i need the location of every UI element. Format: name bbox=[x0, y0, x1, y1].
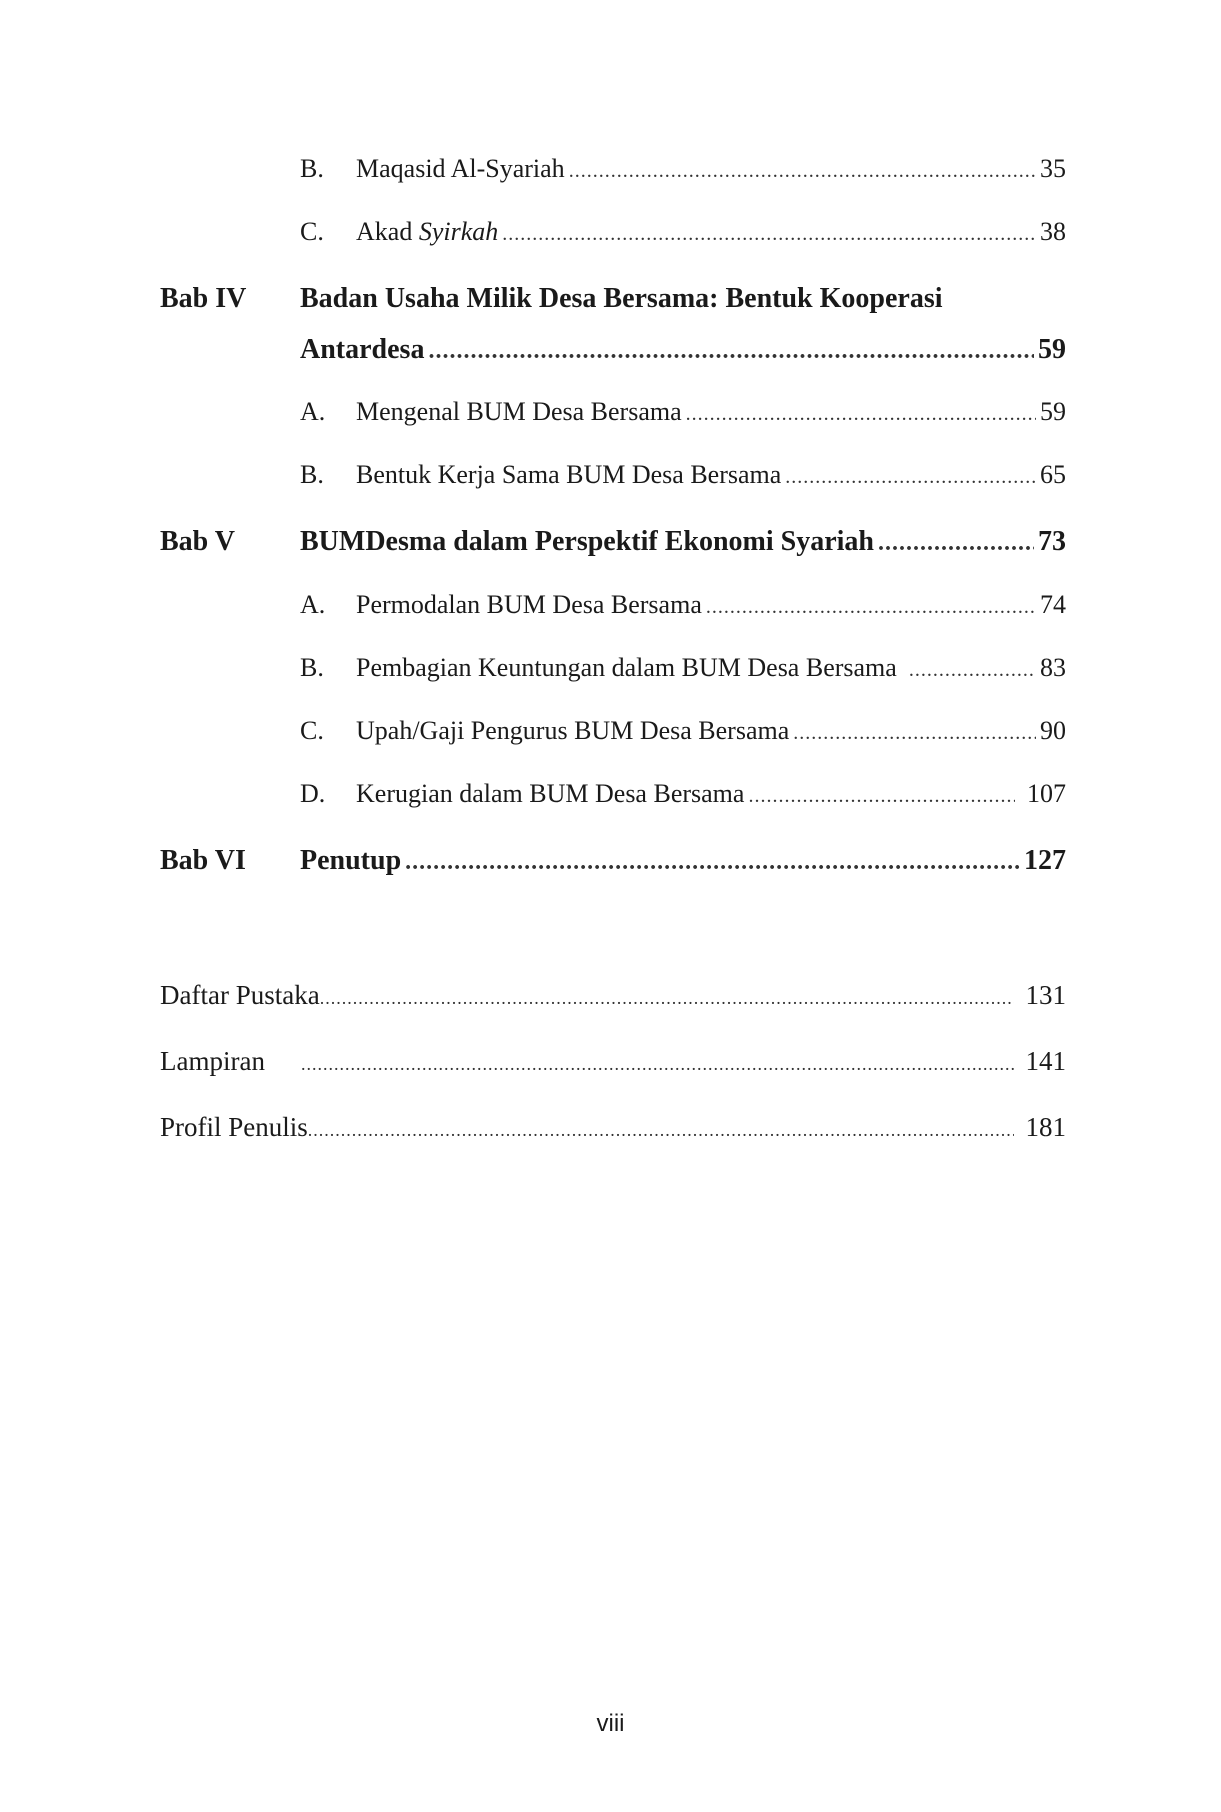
chapter-title-bab-iv: Badan Usaha Milik Desa Bersama: Bentuk Kooperasi bbox=[300, 283, 943, 314]
toc-entry-letter: C. bbox=[300, 217, 324, 246]
toc-entry-letter: B. bbox=[300, 154, 324, 183]
chapter-page: 127 bbox=[1024, 845, 1066, 876]
toc-entry-title: Lampiran bbox=[160, 1046, 265, 1076]
toc-entry-title: Maqasid Al-Syariah bbox=[356, 154, 565, 183]
toc-entry-permodalan bbox=[300, 588, 1066, 624]
toc-entry-letter: C. bbox=[300, 716, 324, 745]
toc-entry-upah-gaji bbox=[300, 714, 1066, 750]
chapter-title-bab-v: BUMDesma dalam Perspektif Ekonomi Syariah bbox=[300, 526, 874, 557]
toc-entry-page: 59 bbox=[1040, 397, 1066, 426]
toc-entry-letter: B. bbox=[300, 460, 324, 489]
dot-leader bbox=[785, 460, 1036, 494]
dot-leader bbox=[320, 981, 1014, 1015]
dot-leader bbox=[301, 1047, 1014, 1081]
dot-leader bbox=[706, 590, 1036, 624]
toc-entry-title: Akad bbox=[356, 217, 419, 246]
chapter-title-bab-vi: Penutup bbox=[300, 845, 402, 876]
toc-entry-page: 181 bbox=[1025, 1112, 1066, 1142]
toc-entry-page: 74 bbox=[1040, 590, 1066, 619]
dot-leader bbox=[793, 716, 1036, 750]
chapter-title-bab-iv-cont: Antardesa bbox=[300, 334, 425, 365]
toc-entry-page: 90 bbox=[1040, 716, 1066, 745]
toc-entry-title: Permodalan BUM Desa Bersama bbox=[356, 590, 702, 619]
toc-entry-letter: D. bbox=[300, 779, 326, 808]
chapter-entry-bab-v bbox=[300, 524, 1066, 561]
toc-entry-letter: A. bbox=[300, 397, 326, 426]
toc-entry-title: Pembagian Keuntungan dalam BUM Desa Bersama bbox=[356, 653, 897, 682]
toc-entry-title: Daftar Pustaka bbox=[160, 980, 320, 1010]
toc-entry-akad-syirkah bbox=[300, 215, 1066, 251]
dot-leader bbox=[308, 1113, 1014, 1147]
toc-entry-mengenal bbox=[300, 395, 1066, 431]
toc-entry-daftar-pustaka bbox=[160, 978, 1066, 1015]
toc-entry-maqasid bbox=[300, 152, 1066, 188]
toc-entry-kerugian bbox=[300, 777, 1066, 813]
dot-leader bbox=[569, 154, 1036, 188]
toc-entry-page: 83 bbox=[1040, 653, 1066, 682]
chapter-page: 59 bbox=[1038, 334, 1066, 365]
chapter-page: 73 bbox=[1038, 526, 1066, 557]
toc-entry-title: Kerugian dalam BUM Desa Bersama bbox=[356, 779, 745, 808]
toc-entry-letter: A. bbox=[300, 590, 326, 619]
dot-leader bbox=[686, 397, 1036, 431]
chapter-label-bab-iv: Bab IV bbox=[160, 283, 247, 314]
toc-entry-page: 65 bbox=[1040, 460, 1066, 489]
toc-entry-page: 107 bbox=[1027, 779, 1066, 808]
dot-leader bbox=[502, 217, 1036, 251]
page-number: viii bbox=[596, 1710, 625, 1737]
toc-entry-title-italic: Syirkah bbox=[418, 217, 499, 246]
chapter-label-bab-v: Bab V bbox=[160, 526, 235, 557]
dot-leader bbox=[878, 525, 1034, 561]
toc-entry-title: Upah/Gaji Pengurus BUM Desa Bersama bbox=[356, 716, 790, 745]
toc-entry-lampiran bbox=[160, 1044, 1066, 1081]
dot-leader bbox=[909, 653, 1036, 687]
dot-leader bbox=[405, 844, 1020, 880]
toc-entry-page: 131 bbox=[1025, 980, 1066, 1010]
dot-leader bbox=[428, 333, 1034, 369]
toc-entry-title: Bentuk Kerja Sama BUM Desa Bersama bbox=[356, 460, 782, 489]
chapter-entry-bab-vi bbox=[300, 843, 1066, 880]
dot-leader bbox=[748, 779, 1015, 813]
toc-entry-title: Mengenal BUM Desa Bersama bbox=[356, 397, 682, 426]
toc-entry-page: 38 bbox=[1040, 217, 1066, 246]
toc-entry-page: 35 bbox=[1040, 154, 1066, 183]
toc-entry-title: Profil Penulis bbox=[160, 1112, 308, 1142]
chapter-label-bab-vi: Bab VI bbox=[160, 845, 246, 876]
toc-entry-page: 141 bbox=[1025, 1046, 1066, 1076]
toc-entry-bentuk-kerja-sama bbox=[300, 458, 1066, 494]
toc-entry-profil-penulis bbox=[160, 1110, 1066, 1147]
chapter-entry-bab-iv-line2 bbox=[300, 332, 1066, 369]
toc-entry-letter: B. bbox=[300, 653, 324, 682]
toc-entry-pembagian-keuntungan bbox=[300, 651, 1066, 687]
